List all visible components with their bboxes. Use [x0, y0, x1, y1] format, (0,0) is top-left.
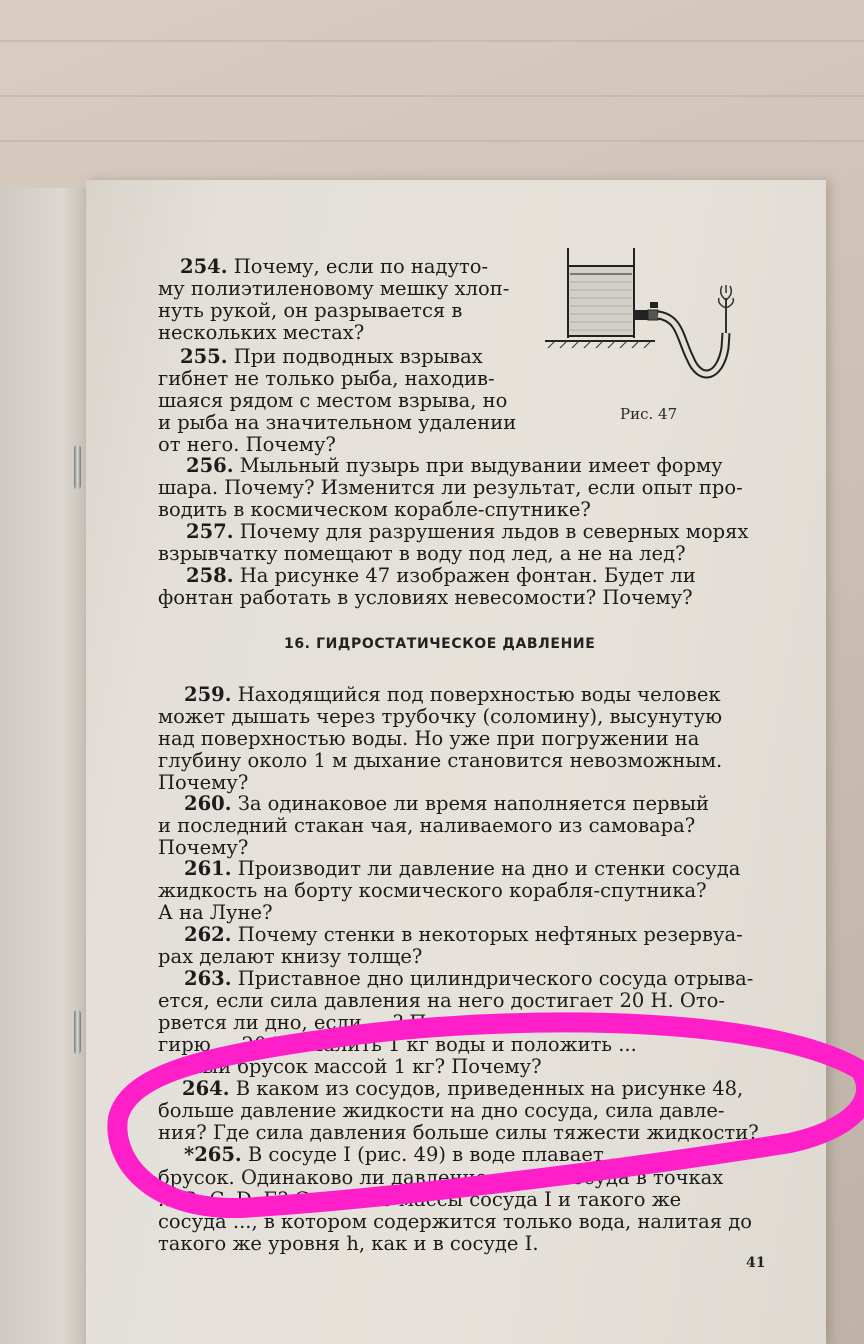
text-line — [158, 1056, 542, 1078]
text-line — [158, 902, 273, 924]
line-text: взрывчатку помещают в воду под лед, а не на лед? — [158, 542, 686, 565]
text-line — [158, 706, 722, 728]
line-text: ...нный брусок массой 1 кг? Почему? — [158, 1055, 542, 1078]
problem-number: 258. — [186, 564, 234, 587]
problem-number: 261. — [184, 857, 232, 880]
text-line — [158, 499, 591, 521]
problem-number: 255. — [180, 345, 228, 368]
text-line — [158, 477, 743, 499]
problem-number: 263. — [184, 967, 232, 990]
text-line — [158, 750, 722, 772]
line-text: такого же уровня h, как и в сосуде I. — [158, 1232, 539, 1255]
text-line — [158, 300, 462, 322]
page-number: 41 — [746, 1255, 766, 1271]
text-line — [158, 880, 707, 902]
line-text: На рисунке 47 изображен фонтан. Будет ли — [233, 564, 696, 587]
line-text: шара. Почему? Изменится ли результат, если опыт про- — [158, 476, 743, 499]
figure-caption: Рис. 47 — [620, 405, 678, 423]
line-text: В каком из сосудов, приведенных на рисунке 48, — [229, 1077, 744, 1100]
line-text: нескольких местах? — [158, 321, 365, 344]
text-line — [184, 1144, 629, 1166]
line-text: гибнет не только рыба, находив- — [158, 367, 495, 390]
line-text: ния? Где сила давления больше силы тяжести жидкости? — [158, 1121, 759, 1144]
text-line — [184, 793, 709, 815]
line-text: му полиэтиленовому мешку хлоп- — [158, 277, 510, 300]
text-line — [158, 322, 364, 344]
text-line — [158, 946, 422, 968]
text-line — [186, 455, 723, 477]
figure-47-fountain — [540, 238, 750, 398]
text-line — [158, 1034, 637, 1056]
text-line — [182, 1078, 743, 1100]
line-text: Приставное дно цилиндрического сосуда отрыва- — [231, 967, 754, 990]
problem-number: 264. — [182, 1077, 230, 1100]
line-text: гирю ... 20 Н? Налить 1 кг воды и положить ... — [158, 1033, 637, 1056]
wood-grain — [0, 40, 864, 42]
text-line — [186, 565, 696, 587]
text-line — [158, 1100, 725, 1122]
line-text: Почему стенки в некоторых нефтяных резервуа- — [231, 923, 743, 946]
line-text: и последний стакан чая, наливаемого из самовара? — [158, 814, 696, 837]
line-text: За одинаковое ли время наполняется первый — [231, 792, 709, 815]
line-text: А на Луне? — [158, 901, 273, 924]
text-line — [158, 434, 336, 456]
problem-number: 257. — [186, 520, 234, 543]
text-line — [158, 278, 509, 300]
line-text: может дышать через трубочку (соломину), высунутую — [158, 705, 723, 728]
line-text: При подводных взрывах — [227, 345, 483, 368]
line-text: Почему? — [158, 836, 249, 859]
line-text: от него. Почему? — [158, 433, 336, 456]
problem-number: 259. — [184, 683, 232, 706]
line-text: В сосуде I (рис. 49) в воде плавает ... — [241, 1143, 629, 1166]
line-text: нуть рукой, он разрывается в — [158, 299, 463, 322]
text-line — [158, 1012, 517, 1034]
text-line — [158, 990, 725, 1012]
section-heading: 16. ГИДРОСТАТИЧЕСКОЕ ДАВЛЕНИЕ — [284, 636, 596, 652]
line-text: Мыльный пузырь при выдувании имеет форму — [233, 454, 723, 477]
text-line — [158, 1167, 723, 1189]
line-text: больше давление жидкости на дно сосуда, сила давле- — [158, 1099, 725, 1122]
line-text: Почему? — [158, 771, 249, 794]
text-line — [158, 390, 507, 412]
text-line — [158, 1122, 759, 1144]
text-line — [158, 1189, 681, 1211]
text-line — [184, 858, 740, 880]
line-text: фонтан работать в условиях невесомости? Почему? — [158, 586, 693, 609]
line-text: Почему, если по надуто- — [227, 255, 489, 278]
line-text: шаяся рядом с местом взрыва, но — [158, 389, 508, 412]
text-line — [186, 521, 748, 543]
text-line — [180, 346, 483, 368]
line-text: глубину около 1 м дыхание становится невозможным. — [158, 749, 723, 772]
text-line — [158, 543, 686, 565]
wood-grain — [0, 95, 864, 97]
line-text: и рыба на значительном удалении — [158, 411, 517, 434]
staple-bottom — [74, 1010, 81, 1054]
text-line — [158, 728, 699, 750]
text-line — [158, 815, 695, 837]
text-line — [184, 924, 743, 946]
problem-number: 260. — [184, 792, 232, 815]
line-text: рвется ли дно, если ... ? Поставить — [158, 1011, 517, 1034]
line-text: рах делают книзу толще? — [158, 945, 423, 968]
text-line — [158, 1211, 752, 1233]
problem-number: 256. — [186, 454, 234, 477]
wood-grain — [0, 140, 864, 142]
text-line — [158, 772, 248, 794]
line-text: ... B, C, D, E? Сравните массы сосуда I и такого же — [158, 1188, 682, 1211]
text-line — [158, 837, 248, 859]
line-text: ется, если сила давления на него достигает 20 Н. Ото- — [158, 989, 726, 1012]
text-line — [158, 412, 516, 434]
line-text: Находящийся под поверхностью воды человек — [231, 683, 721, 706]
line-text: жидкость на борту космического корабля-спутника? — [158, 879, 707, 902]
problem-number: 262. — [184, 923, 232, 946]
text-line — [158, 368, 495, 390]
staple-top — [74, 445, 81, 489]
line-text: сосуда ..., в котором содержится только вода, налитая до — [158, 1210, 753, 1233]
text-line — [158, 1233, 539, 1255]
line-text: Производит ли давление на дно и стенки сосуда — [231, 857, 741, 880]
text-line — [180, 256, 488, 278]
line-text: над поверхностью воды. Но уже при погружении на — [158, 727, 700, 750]
text-line — [158, 587, 693, 609]
text-line — [184, 684, 721, 706]
text-line — [184, 968, 753, 990]
left-page-edge — [0, 188, 88, 1344]
line-text: водить в космическом корабле-спутнике? — [158, 498, 591, 521]
problem-number: *265. — [184, 1143, 242, 1166]
line-text: Почему для разрушения льдов в северных морях — [233, 520, 749, 543]
problem-number: 254. — [180, 255, 228, 278]
line-text: брусок. Одинаково ли давление ... дно сосуда в точках — [158, 1166, 724, 1189]
